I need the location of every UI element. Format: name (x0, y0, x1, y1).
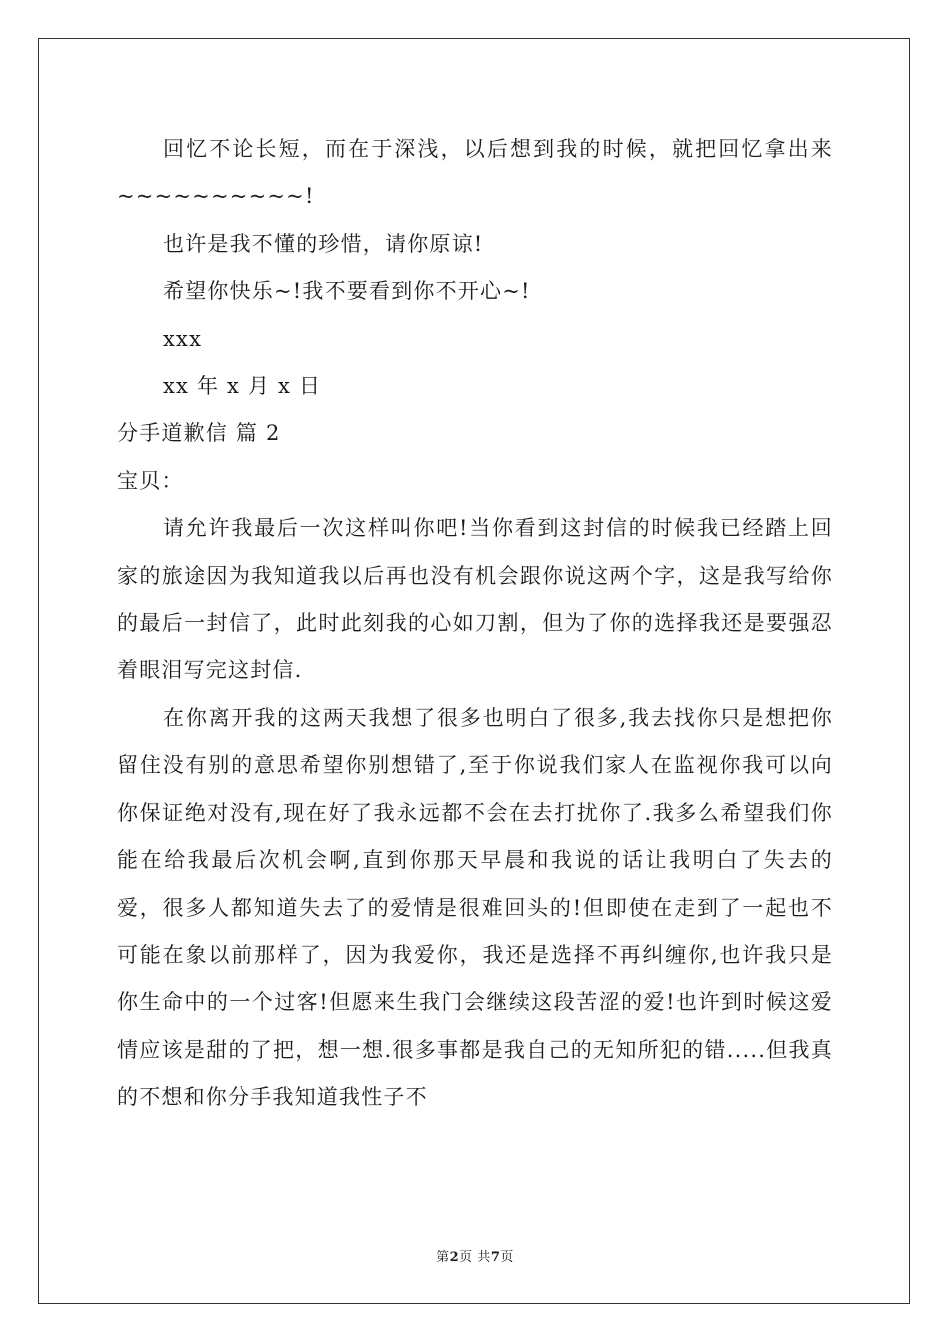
paragraph-forgive: 也许是我不懂的珍惜，请你原谅! (163, 231, 484, 256)
document-body (117, 126, 833, 1122)
paragraph-last-call: 请允许我最后一次这样叫你吧!当你看到这封信的时候我已经踏上回家的旅途因为我知道我以后再也没有机会跟你说这两个字，这是我写给你的最后一封信了，此时此刻我的心如刀割，但为了你的选择我还是要强忍着眼泪写完这封信. (117, 516, 833, 683)
section-title: 分手道歉信 篇 2 (117, 421, 281, 446)
paragraph-wish: 希望你快乐~!我不要看到你不开心~! (163, 279, 531, 304)
footer-page-prefix: 第 (436, 1250, 450, 1265)
footer-page-suffix: 页 (500, 1250, 514, 1265)
salutation: 宝贝： (117, 468, 184, 493)
paragraph-two-days: 在你离开我的这两天我想了很多也明白了很多,我去找你只是想把你留住没有别的意思希望你别想错了,至于你说我们家人在监视你我可以向你保证绝对没有,现在好了我永远都不会在去打扰你了.我多么希望我们你能在给我最后次机会啊,直到你那天早晨和我说的话让我明白了失去的爱，很多人都知道失去了的爱情是很难回头的!但即使在走到了一起也不可能在象以前那样了，因为我爱你，我还是选择不再纠缠你,也许我只是你生命中的一个过客!但愿来生我门会继续这段苦涩的爱!也许到时候这爱情应该是甜的了把，想一想.很多事都是我自己的无知所犯的错.....但我真的不想和你分手我知道我性子不 (117, 705, 833, 1110)
signature-name: xxx (163, 326, 203, 351)
footer-page-current: 2 (449, 1250, 460, 1265)
footer-page-total: 7 (490, 1250, 501, 1265)
page-footer (0, 1246, 950, 1265)
signature-date: xx 年 x 月 x 日 (163, 374, 322, 399)
footer-page-mid: 页 共 (459, 1250, 491, 1265)
paragraph-memory: 回忆不论长短，而在于深浅，以后想到我的时候，就把回忆拿出来~~~~~~~~~~! (117, 137, 833, 209)
